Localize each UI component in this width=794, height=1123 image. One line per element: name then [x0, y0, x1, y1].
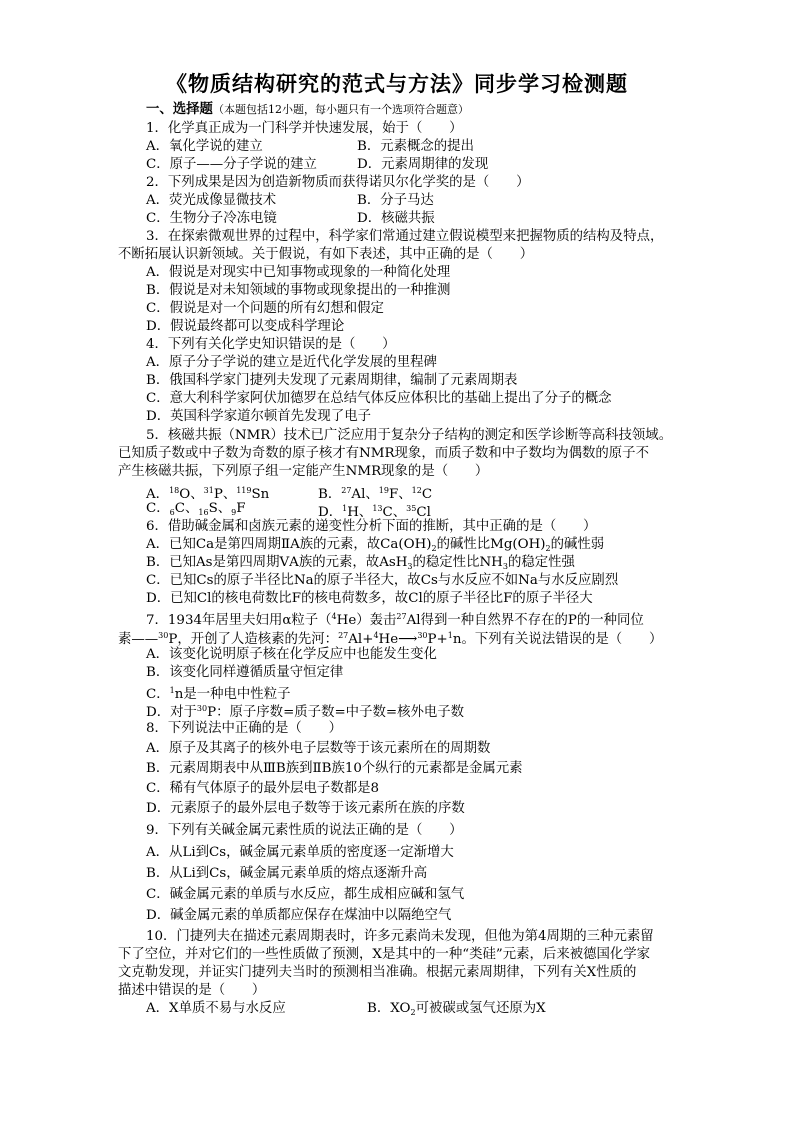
q10-stem-line2: 下了空位，并对它们的一些性质做了预测，X是其中的一种“类硅”元素，后来被德国化学家 — [118, 947, 651, 962]
q10-option-a: A．X单质不易与水反应 — [146, 1001, 286, 1016]
q1-option-b: B．元素概念的提出 — [357, 139, 474, 154]
q5-option-c: C．$_6$C、$_{16}$S、$_9$F — [146, 501, 246, 517]
q10-stem-line3: 文克勒发现，并证实门捷列夫当时的预测相当准确。根据元素周期律，下列有关X性质的 — [118, 965, 637, 980]
q1-stem: 1．化学真正成为一门科学并快速发展，始于（ ） — [146, 121, 463, 136]
section-note: （本题包括12小题，每小题只有一个选项符合题意） — [212, 103, 469, 116]
q5-stem-line1: 5．核磁共振（NMR）技术已广泛应用于复杂分子结构的测定和医学诊断等高科技领域。 — [146, 428, 673, 443]
q4-option-d: D．英国科学家道尔顿首先发现了电子 — [146, 409, 371, 424]
q4-option-c: C．意大利科学家阿伏加德罗在总结气体反应体积比的基础上提出了分子的概念 — [146, 391, 612, 406]
q4-stem: 4．下列有关化学史知识错误的是（ ） — [146, 337, 396, 352]
q4-option-b: B．俄国科学家门捷列夫发现了元素周期律，编制了元素周期表 — [146, 373, 518, 388]
q5-option-b: B．$^{27}$Al、$^{19}$F、$^{12}$C — [318, 486, 433, 502]
q1-option-a: A．氧化学说的建立 — [146, 139, 263, 154]
q2-stem: 2．下列成果是因为创造新物质而获得诺贝尔化学奖的是（ ） — [146, 175, 530, 190]
q5-stem-line3: 产生核磁共振，下列原子组一定能产生NMR现象的是（ ） — [118, 464, 489, 479]
q3-option-a: A．假说是对现实中已知事物或现象的一种简化处理 — [146, 265, 451, 280]
q9-option-b: B．从Li到Cs，碱金属元素单质的熔点逐渐升高 — [146, 866, 428, 881]
q10-option-b: B．$XO_2$可被碳或氢气还原为X — [367, 1001, 546, 1017]
q8-option-a: A．原子及其离子的核外电子层数等于该元素所在的周期数 — [146, 741, 491, 756]
q1-option-d: D．元素周期律的发现 — [357, 157, 489, 172]
q3-stem-line2: 不断拓展认识新领域。关于假说，有如下表述，其中正确的是（ ） — [118, 247, 534, 262]
q7-stem-line1: 7．1934年居里夫妇用α粒子（$^4$He）轰击$^{27}$Al得到一种自然界不存在的P的一种同位 — [146, 612, 644, 628]
q1-option-c: C．原子——分子学说的建立 — [146, 157, 317, 172]
q7-stem-line2: 素——$^{30}$P，开创了人造核素的先河：$^{27}$Al+$^4$He⟶$^{30}$P+$^1$n。下列有关说法错误的是（ ） — [118, 631, 663, 647]
q3-option-d: D．假说最终都可以变成科学理论 — [146, 319, 345, 334]
q2-option-b: B．分子马达 — [357, 193, 434, 208]
q8-stem: 8．下列说法中正确的是（ ） — [146, 721, 342, 736]
q5-option-a: A．$^{18}$O、$^{31}$P、$^{119}$Sn — [146, 486, 270, 502]
q10-stem-line1: 10．门捷列夫在描述元素周期表时，许多元素尚未发现，但他为第4周期的三种元素留 — [146, 929, 654, 944]
q8-option-b: B．元素周期表中从ⅢB族到ⅡB族10个纵行的元素都是金属元素 — [146, 761, 523, 776]
q6-option-a: A．已知Ca是第四周期ⅡA族的元素，故$Ca(OH)_2$的碱性比$Mg(OH)_2$的碱性弱 — [146, 537, 605, 553]
q6-option-b: B．已知As是第四周期ⅤA族的元素，故AsH$_3$的稳定性比$NH_3$的稳定性强 — [146, 555, 575, 571]
q9-option-c: C．碱金属元素的单质与水反应，都生成相应碱和氢气 — [146, 887, 465, 902]
q6-option-d: D．已知Cl的核电荷数比F的核电荷数多，故Cl的原子半径比F的原子半径大 — [146, 591, 593, 606]
q4-option-a: A．原子分子学说的建立是近代化学发展的里程碑 — [146, 355, 437, 370]
q3-stem-line1: 3．在探索微观世界的过程中，科学家们常通过建立假说模型来把握物质的结构及特点， — [146, 229, 664, 244]
q3-option-b: B．假说是对未知领域的事物或现象提出的一种推测 — [146, 283, 451, 298]
section-label: 一、选择题 — [146, 101, 213, 117]
q2-option-a: A．荧光成像显微技术 — [146, 193, 277, 208]
q7-option-b: B．该变化同样遵循质量守恒定律 — [146, 665, 344, 680]
q9-stem: 9．下列有关碱金属元素性质的说法正确的是（ ） — [146, 823, 463, 838]
q8-option-d: D．元素原子的最外层电子数等于该元素所在族的序数 — [146, 801, 465, 816]
page-title: 《物质结构研究的范式与方法》同步学习检测题 — [166, 71, 628, 96]
q7-option-d: D．对于$^{30}$P：原子序数=质子数=中子数=核外电子数 — [146, 704, 465, 720]
section-heading — [146, 101, 469, 118]
q2-option-c: C．生物分子冷冻电镜 — [146, 211, 277, 226]
q5-stem-line2: 已知质子数或中子数为奇数的原子核才有NMR现象，而质子数和中子数均为偶数的原子不 — [118, 446, 649, 461]
q10-stem-line4: 描述中错误的是（ ） — [118, 983, 266, 998]
q9-option-d: D．碱金属元素的单质都应保存在煤油中以隔绝空气 — [146, 908, 452, 923]
q2-option-d: D．核磁共振 — [357, 211, 435, 226]
q7-option-a: A．该变化说明原子核在化学反应中也能发生变化 — [146, 647, 437, 662]
q7-option-c: C．$^1$n是一种电中性粒子 — [146, 686, 291, 702]
q3-option-c: C．假说是对一个问题的所有幻想和假定 — [146, 301, 384, 316]
q6-option-c: C．已知Cs的原子半径比Na的原子半径大，故Cs与水反应不如Na与水反应剧烈 — [146, 573, 619, 588]
q6-stem: 6．借助碱金属和卤族元素的递变性分析下面的推断，其中正确的是（ ） — [146, 519, 597, 534]
q5-option-d: D．$^1$H、$^{13}$C、$^{35}$Cl — [318, 504, 431, 520]
q9-option-a: A．从Li到Cs，碱金属元素单质的密度逐一定渐增大 — [146, 845, 454, 860]
q8-option-c: C．稀有气体原子的最外层电子数都是8 — [146, 781, 380, 796]
